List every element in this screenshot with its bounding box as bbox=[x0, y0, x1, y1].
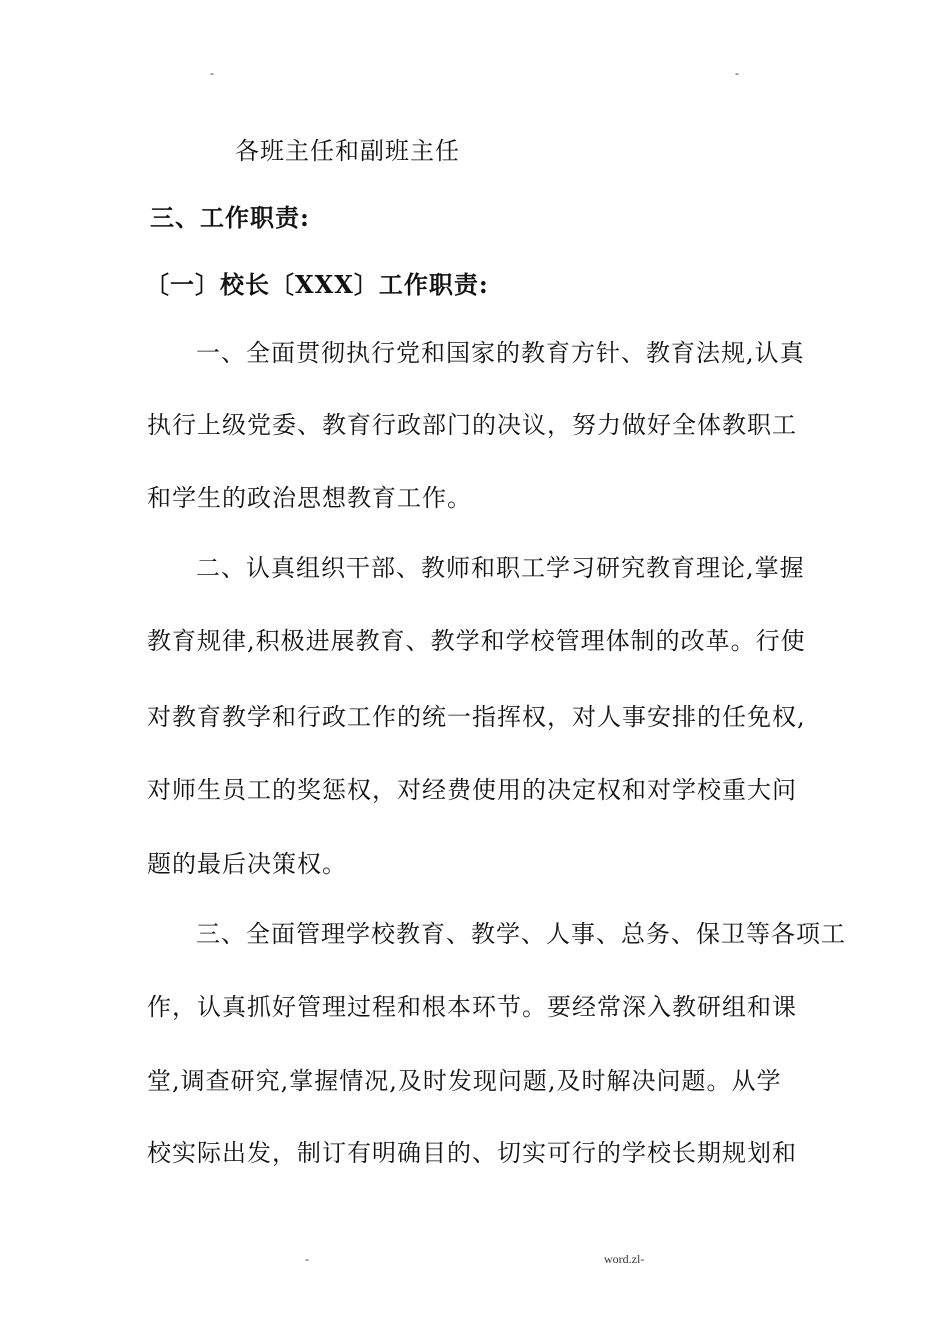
subsection-heading-principal: 〔一〕校长〔XXX〕工作职责: bbox=[145, 270, 489, 299]
header-left-mark: - bbox=[210, 66, 214, 80]
heading-class-teachers: 各班主任和副班主任 bbox=[235, 137, 460, 165]
paragraph-line: 作，认真抓好管理过程和根本环节。要经常深入教研组和课 bbox=[147, 993, 797, 1021]
paragraph-line: 对师生员工的奖惩权，对经费使用的决定权和对学校重大问 bbox=[147, 776, 797, 804]
paragraph-line: 堂,调查研究,掌握情况,及时发现问题,及时解决问题。从学 bbox=[147, 1067, 782, 1095]
paragraph-line: 教育规律,积极进展教育、教学和学校管理体制的改革。行使 bbox=[147, 627, 806, 655]
section-heading-duties: 三、工作职责: bbox=[150, 203, 310, 232]
paragraph-line: 一、全面贯彻执行党和国家的教育方针、教育法规,认真 bbox=[196, 339, 805, 367]
paragraph-line: 对教育教学和行政工作的统一指挥权，对人事安排的任免权, bbox=[147, 703, 806, 731]
paragraph-line: 执行上级党委、教育行政部门的决议，努力做好全体教职工 bbox=[147, 411, 797, 439]
paragraph-line: 三、全面管理学校教育、教学、人事、总务、保卫等各项工 bbox=[196, 920, 846, 948]
paragraph-line: 题的最后决策权。 bbox=[147, 850, 347, 878]
footer-site-text: word.zl- bbox=[604, 1252, 645, 1266]
header-right-mark: - bbox=[735, 66, 739, 80]
paragraph-line: 校实际出发，制订有明确目的、切实可行的学校长期规划和 bbox=[147, 1139, 797, 1167]
paragraph-line: 和学生的政治思想教育工作。 bbox=[147, 484, 472, 512]
paragraph-line: 二、认真组织干部、教师和职工学习研究教育理论,掌握 bbox=[196, 554, 805, 582]
footer-left-mark: - bbox=[305, 1252, 309, 1266]
